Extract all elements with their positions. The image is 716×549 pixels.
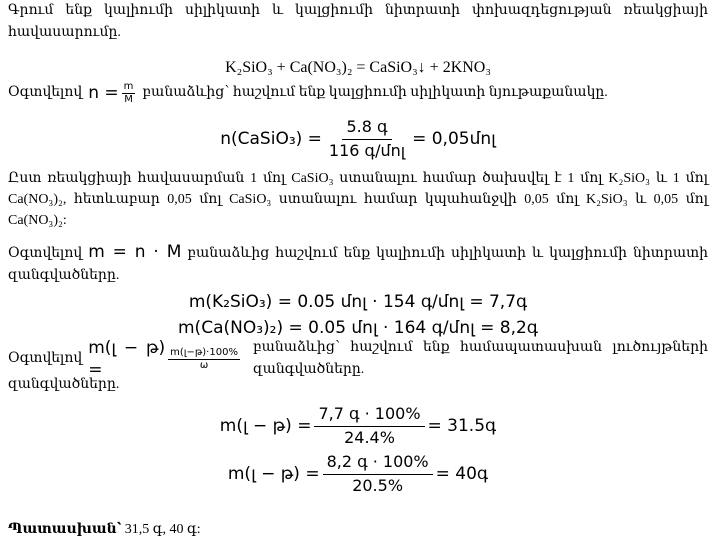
calc-solution-2 [0, 446, 716, 502]
fraction-denominator: 24.4% [344, 427, 395, 447]
calc-n-casio3 [0, 114, 716, 164]
calc-rhs: = 31.5գ [427, 416, 497, 436]
text-post: բանաձևից հաշվում ենք կալիումի սիլիկատի և կալցիումի նիտրատի զանգվածները. [8, 246, 709, 283]
calc-lhs: n(CaSiO₃) = [220, 129, 322, 149]
calc-fraction [325, 118, 409, 160]
calc-rhs: = 0,05մոլ [412, 129, 496, 149]
calc-rhs: = 40գ [435, 464, 489, 484]
fraction-denominator: M [124, 93, 133, 105]
fraction-numerator: m(լ−թ)·100% [170, 347, 238, 358]
fraction-denominator: 116 գ/մոլ [328, 140, 406, 160]
text-pre: Օգտվելով [8, 246, 83, 261]
formula-n-lhs: n = [88, 83, 119, 103]
answer-line [8, 519, 201, 541]
calc-mass-cano3: m(Ca(NO₃)₂) = 0.05 մոլ · 164 գ/մոլ = 8,2գ [178, 318, 538, 338]
text-post: բանաձևից՝ հաշվում ենք կալցիումի սիլիկատի նյութաքանակը. [142, 85, 608, 100]
answer-value: 31,5 գ, 40 գ: [124, 522, 201, 537]
answer-label: Պատասխան՝ [8, 522, 122, 537]
fraction-numerator: m [123, 81, 134, 92]
fraction-denominator: 20.5% [352, 475, 404, 495]
text-pre: Օգտվելով [8, 351, 83, 366]
formula-solution-paragraph-cont: զանգվածները. [8, 377, 120, 392]
text-post: բանաձևից՝ հաշվում ենք համապատասխան լուծույթների զանգվածները. [252, 340, 708, 377]
reaction-equation: K₂SiO₃ + Ca(NO₃)₂ = CaSiO₃↓ + 2KNO₃ [225, 59, 491, 76]
stoichiometry-paragraph: Ըստ ռեակցիայի հավասարման 1 մոլ CaSiO₃ ստանալու համար ծախսվել է 1 մոլ K₂SiO₃ և 1 մոլ Ca(NO₃)₂, հետևաբար 0,05 մոլ CaSiO₃ ստանալու համար կպահանջվի 0,05 մոլ K₂SiO₃ և 0,05 մոլ Ca(NO₃)₂: [8, 171, 708, 228]
formula-solution-paragraph [8, 338, 708, 380]
fraction-numerator: 7,7 գ · 100% [314, 405, 424, 426]
fraction-numerator: 8,2 գ · 100% [323, 453, 433, 474]
formula-m-paragraph [8, 241, 708, 287]
calc-mass-k2sio3: m(K₂SiO₃) = 0.05 մոլ · 154 գ/մոլ = 7,7գ [188, 292, 528, 312]
formula-n-paragraph [8, 80, 708, 106]
formula-n-fraction [122, 81, 136, 105]
intro-paragraph: Գրում ենք կալիումի սիլիկատի և կալցիումի նիտրատի փոխազդեցության ռեակցիայի հավասարումը. [8, 3, 708, 40]
calc-lhs: m(լ − թ) = [227, 464, 320, 484]
fraction-numerator: 5.8 գ [342, 118, 391, 139]
fraction-denominator: ω [199, 359, 209, 371]
text-pre: Օգտվելով [8, 85, 83, 100]
calc-fraction [314, 405, 424, 447]
calc-lhs: m(լ − թ) = [219, 416, 312, 436]
formula-m: m = n · M [88, 242, 182, 262]
formula-solution-lhs: m(լ − թ) = [88, 338, 166, 380]
calc-fraction [323, 453, 433, 495]
formula-solution-fraction [168, 347, 240, 371]
